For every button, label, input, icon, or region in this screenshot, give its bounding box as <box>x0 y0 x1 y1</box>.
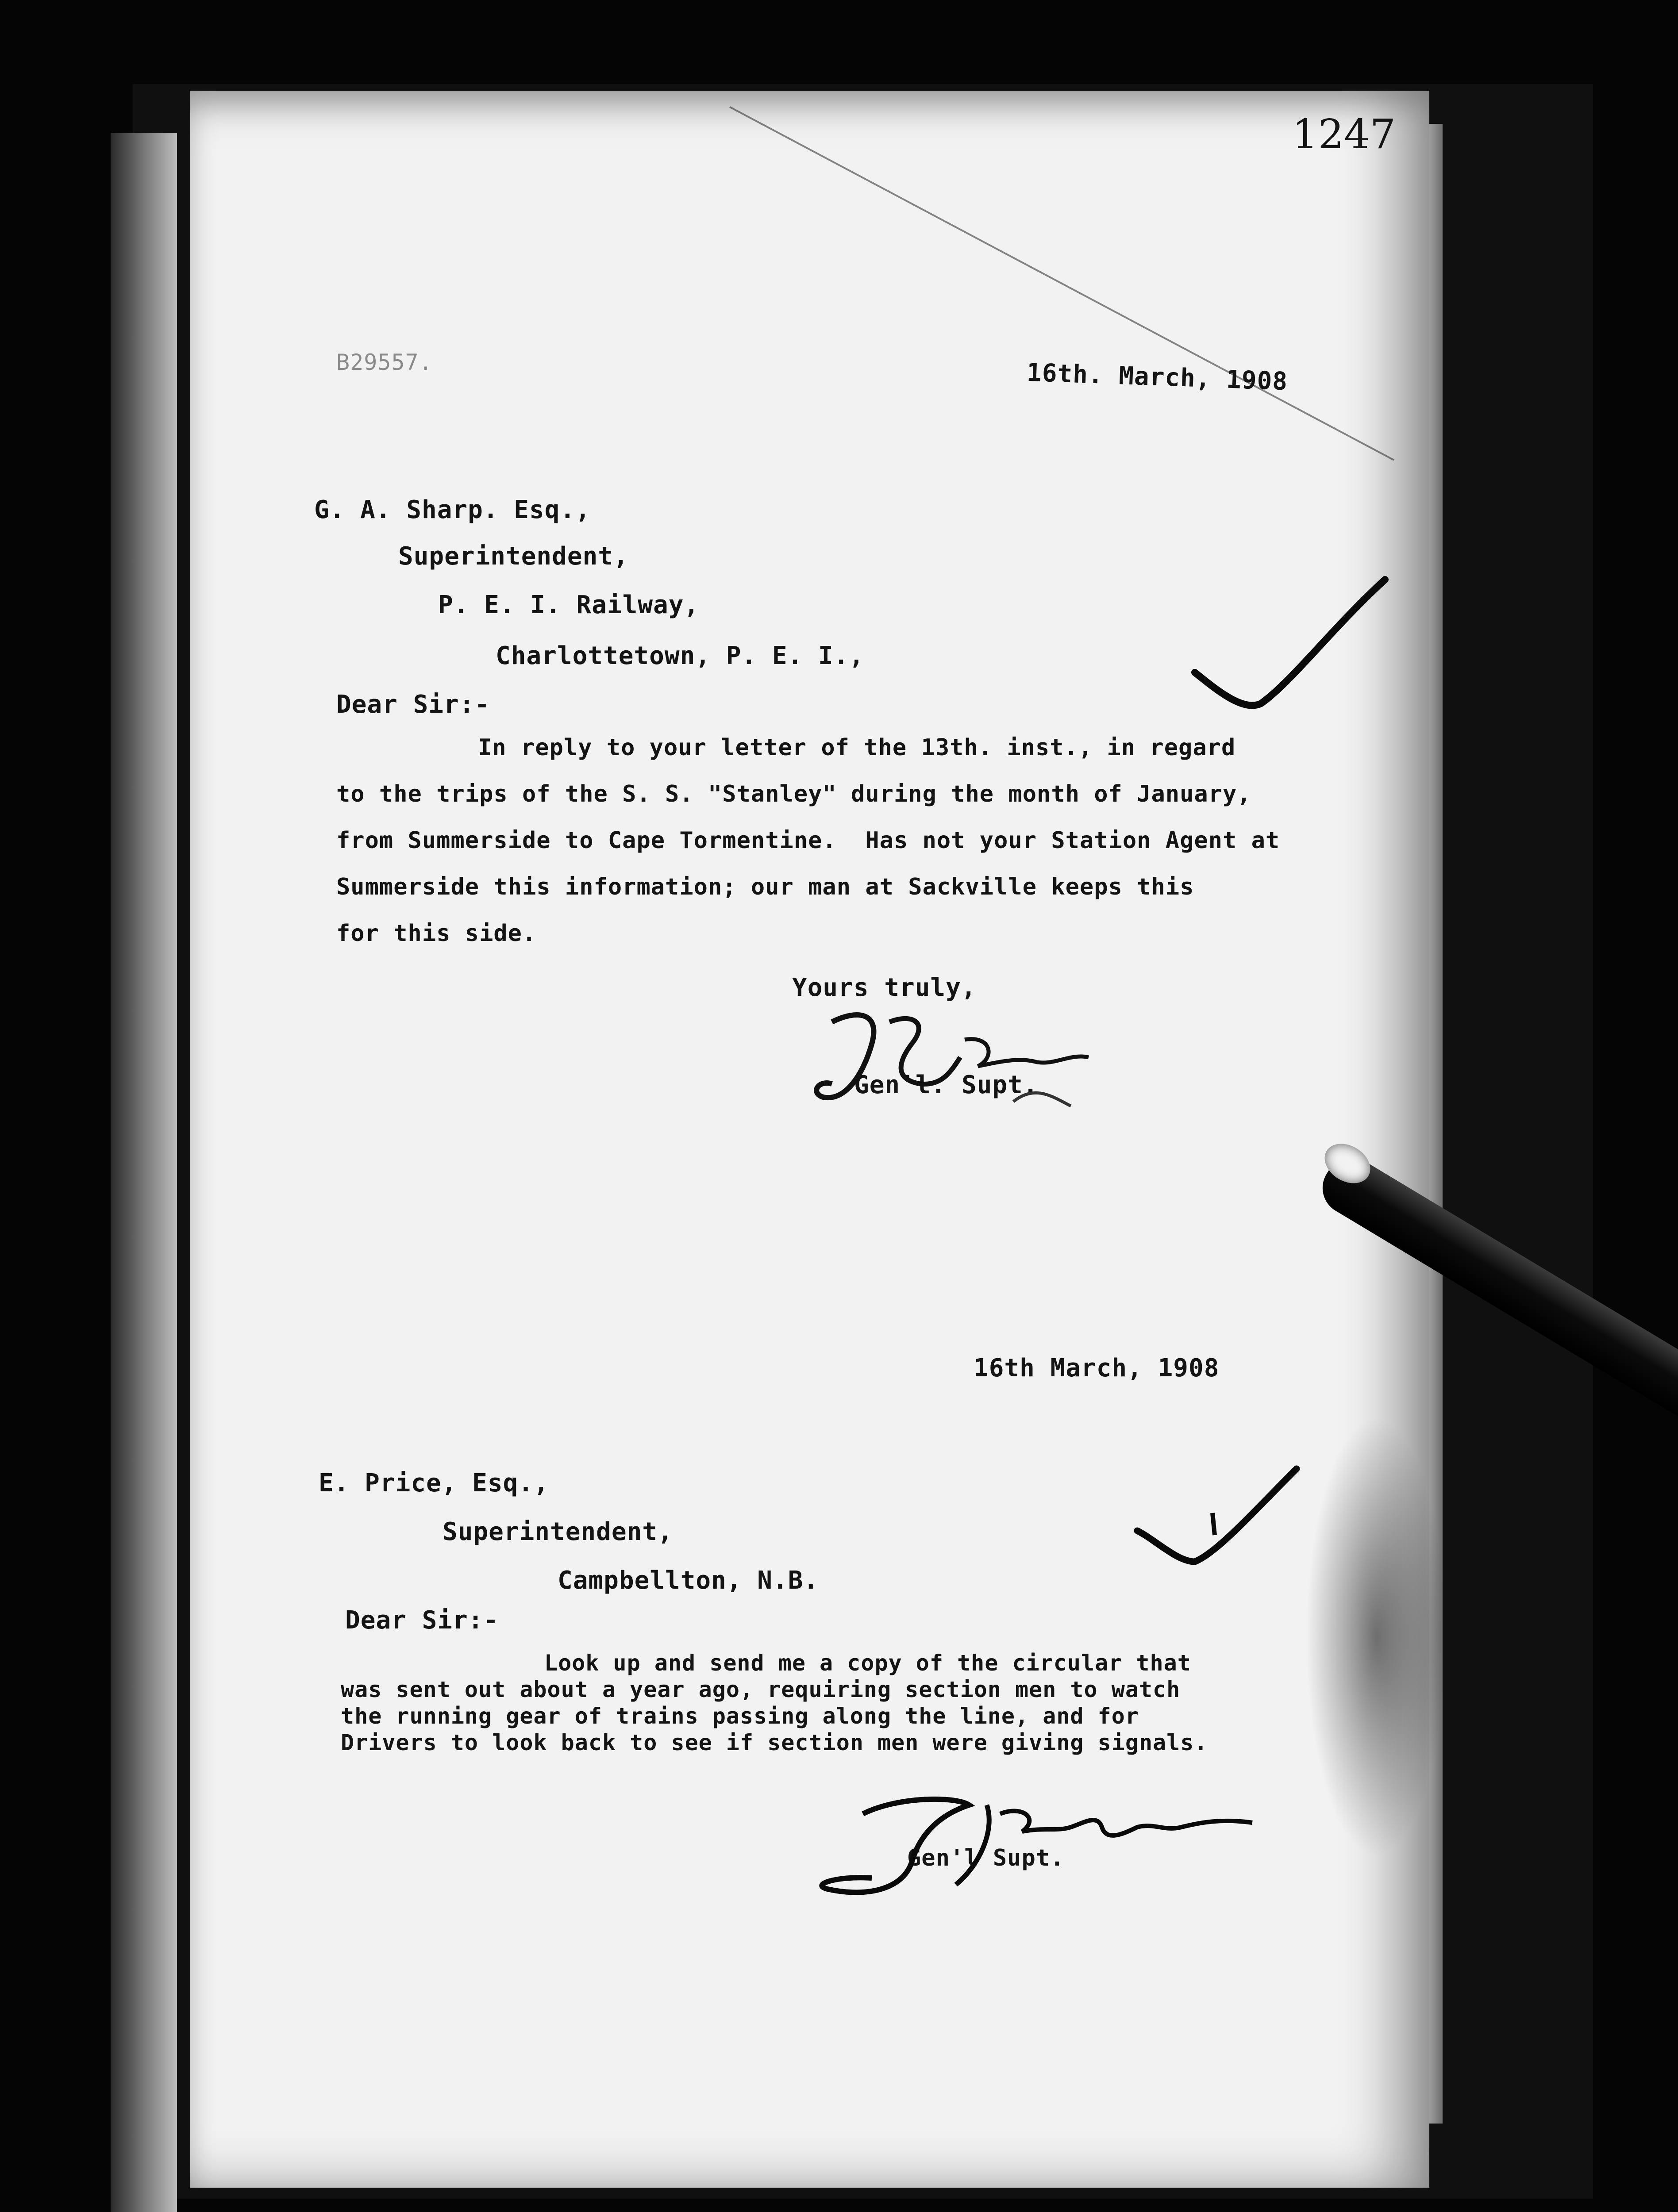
letter1-addressee-line: G. A. Sharp. Esq., <box>314 495 591 524</box>
page-number: 1247 <box>1292 111 1396 158</box>
page-edge-strip <box>111 133 177 2212</box>
ink-smudge <box>1305 1416 1447 1858</box>
letter1-body-line: In reply to your letter of the 13th. inst., in regard <box>478 734 1236 761</box>
letter1-body-line: from Summerside to Cape Tormentine. Has not your Station Agent at <box>336 827 1280 854</box>
letter1-addressee-line: Superintendent, <box>398 542 629 571</box>
letter1-addressee-line: Charlottetown, P. E. I., <box>496 641 865 670</box>
letter1-signer-title: Gen'l. Supt. <box>854 1071 1039 1099</box>
letter2-signer-title: Gen'l Supt. <box>907 1845 1065 1871</box>
letter2-body-line: the running gear of trains passing along the line, and for <box>341 1703 1139 1729</box>
letter2-body-line: was sent out about a year ago, requiring section men to watch <box>341 1677 1181 1702</box>
checkmark-icon <box>1190 571 1394 721</box>
letter1-salutation: Dear Sir:- <box>336 690 490 719</box>
letter2-date: 16th March, 1908 <box>974 1354 1220 1382</box>
letter1-addressee-line: P. E. I. Railway, <box>438 591 700 619</box>
letter2-addressee-line: Superintendent, <box>443 1517 673 1546</box>
letter2-body-line: Drivers to look back to see if section men were giving signals. <box>341 1730 1208 1755</box>
letter1-body-line: Summerside this information; our man at Sackville keeps this <box>336 874 1194 900</box>
letter1-body-line: to the trips of the S. S. "Stanley" during the month of January, <box>336 781 1251 807</box>
checkmark-icon <box>1133 1464 1301 1571</box>
letter2-salutation: Dear Sir:- <box>345 1606 499 1635</box>
letter1-closing: Yours truly, <box>792 973 977 1002</box>
letter2-signature <box>810 1778 1274 1907</box>
letter1-body-line: for this side. <box>336 920 537 947</box>
letter2-body-line: Look up and send me a copy of the circular that <box>544 1650 1191 1676</box>
letter2-addressee-line: E. Price, Esq., <box>319 1469 549 1498</box>
letter1-signature <box>805 995 1124 1128</box>
letter2-addressee-line: Campbellton, N.B. <box>558 1566 819 1595</box>
letter1-date: 16th. March, 1908 <box>1026 358 1289 396</box>
letter1-reference: B29557. <box>336 349 433 375</box>
